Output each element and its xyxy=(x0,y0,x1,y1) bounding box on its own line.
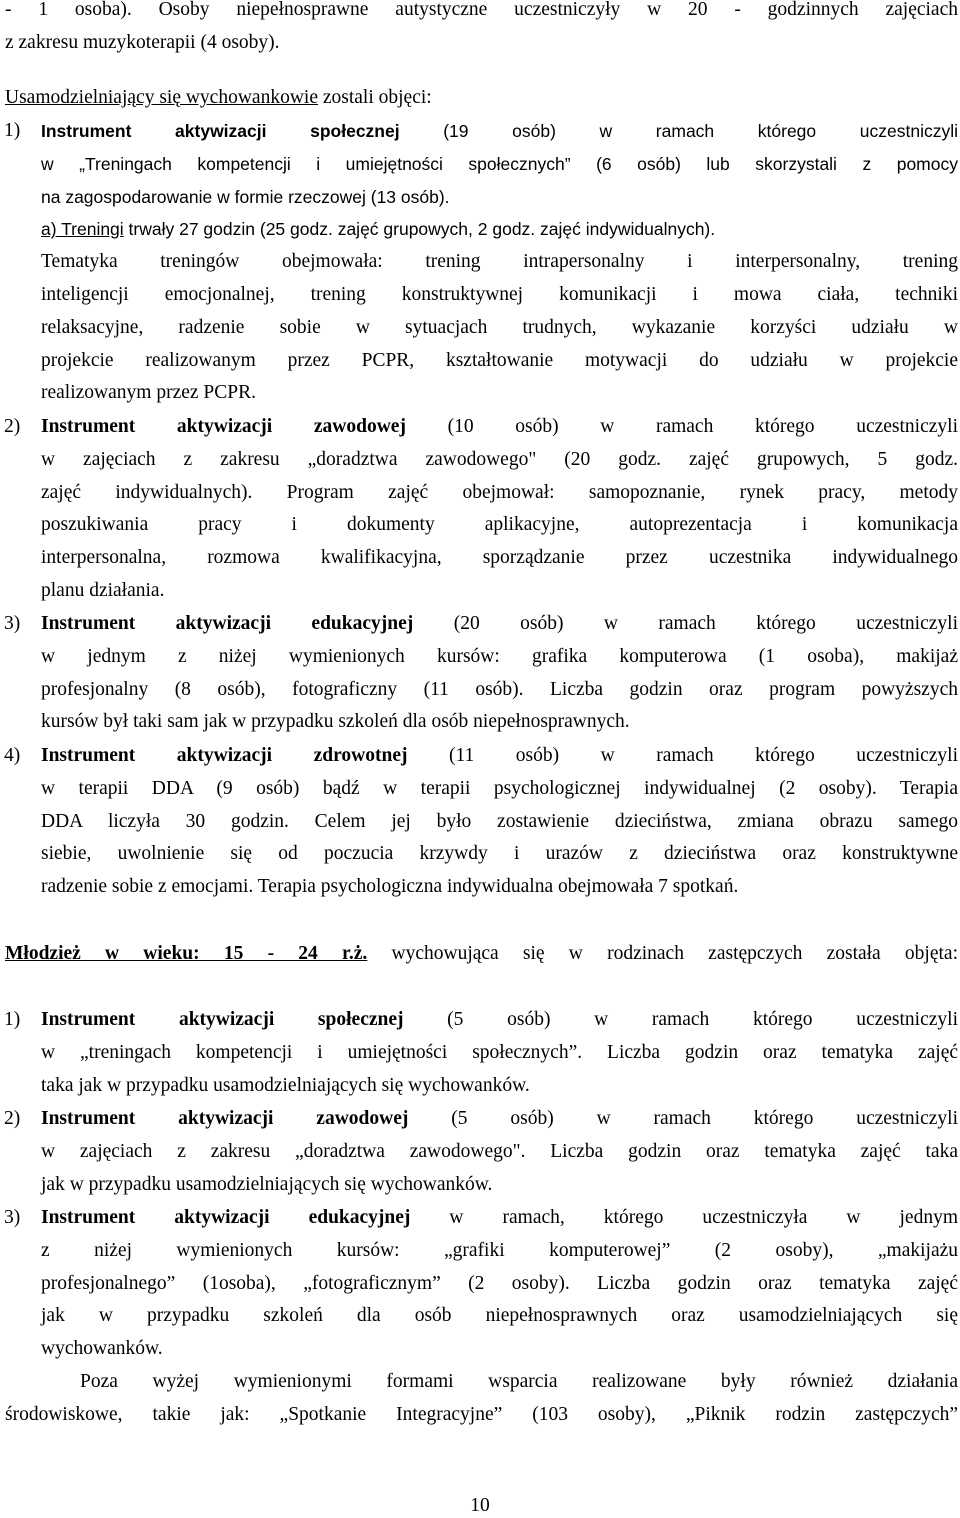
item-text: trwały 27 godzin (25 godz. zajęć grupowych, 2 godz. zajęć indywidualnych). xyxy=(123,219,716,240)
intro-line: z zakresu muzykoterapii (4 osoby). xyxy=(5,31,280,53)
item-text: projekcie realizowanym przez PCPR, kształtowanie motywacji do udziału w projekcie xyxy=(41,349,958,371)
section-heading-mlodziez xyxy=(0,938,958,971)
list-number: 1) xyxy=(4,120,21,141)
intro-paragraph xyxy=(0,0,958,60)
list-number: 2) xyxy=(4,416,21,437)
list-item xyxy=(0,1004,958,1102)
section-heading-rest: wychowująca się w rodzinach zastępczych została objęta: xyxy=(367,943,958,964)
item-text: interpersonalna, rozmowa kwalifikacyjna, sporządzanie przez uczestnika indywidualnego xyxy=(41,547,958,569)
item-text: jak w przypadku usamodzielniających się wychowanków. xyxy=(41,1173,493,1195)
list-number: 4) xyxy=(4,745,21,766)
item-text: radzenie sobie z emocjami. Terapia psychologiczna indywidualna obejmowała 7 spotkań. xyxy=(41,876,739,898)
item-text: w „treningach kompetencji i umiejętności społecznych”. Liczba godzin oraz tematyka zajęć xyxy=(41,1041,958,1063)
item-text: DDA liczyła 30 godzin. Celem jej było zostawienie dzieciństwa, zmiana obrazu samego xyxy=(41,810,958,832)
item-text: (20 osób) w ramach którego uczestniczyli xyxy=(413,613,958,634)
section-heading-rest: zostali objęci: xyxy=(317,87,432,108)
instrument-name: Instrument aktywizacji zawodowej xyxy=(41,416,406,437)
item-text: zajęć indywidualnych). Program zajęć obejmował: samopoznanie, rynek pracy, metody xyxy=(41,481,958,503)
item-text: Tematyka treningów obejmowała: trening intrapersonalny i interpersonalny, trening xyxy=(41,251,958,273)
list-item xyxy=(0,608,958,739)
item-text: w jednym z niżej wymienionych kursów: grafika komputerowa (1 osoba), makijaż xyxy=(41,645,958,667)
list-item xyxy=(0,1202,958,1366)
subitem-label: a) Treningi xyxy=(41,219,124,240)
paragraph-line: Poza wyżej wymienionymi formami wsparcia realizowane były również działania xyxy=(80,1371,958,1392)
item-text: poszukiwania pracy i dokumenty aplikacyjne, autoprezentacja i komunikacja xyxy=(41,514,958,536)
instrument-name: Instrument aktywizacji społecznej xyxy=(41,1009,404,1030)
item-text: relaksacyjne, radzenie sobie w sytuacjach trudnych, wykazanie korzyści udziału w xyxy=(41,316,958,338)
item-text: profesjonalnego” (1osoba), „fotograficznym” (2 osoby). Liczba godzin oraz tematyka zajęć xyxy=(41,1272,958,1294)
page-number: 10 xyxy=(470,1495,490,1516)
item-text: w terapii DDA (9 osób) bądź w terapii psychologicznej indywidualnej (2 osoby). Terapia xyxy=(41,777,958,799)
item-text: w zajęciach z zakresu „doradztwa zawodowego" (20 godz. zajęć grupowych, 5 godz. xyxy=(41,448,958,470)
item-text: (5 osób) w ramach którego uczestniczyli xyxy=(403,1009,958,1030)
instrument-name: Instrument aktywizacji edukacyjnej xyxy=(41,1207,411,1228)
item-text: kursów był taki sam jak w przypadku szkoleń dla osób niepełnosprawnych. xyxy=(41,711,630,733)
list-item xyxy=(0,1103,958,1201)
item-text: (5 osób) w ramach którego uczestniczyli xyxy=(408,1108,958,1129)
item-text: na zagospodarowanie w formie rzeczowej (13 osób). xyxy=(41,186,450,207)
item-text: w „Treningach kompetencji i umiejętności społecznych” (6 osób) lub skorzystali z pomocy xyxy=(41,153,958,174)
item-text: wychowanków. xyxy=(41,1338,163,1360)
intro-line: - 1 osoba). Osoby niepełnosprawne autystyczne uczestniczyły w 20 - godzinnych zajęciach xyxy=(5,0,958,20)
list-number: 3) xyxy=(4,1207,21,1228)
paragraph-line: środowiskowe, takie jak: „Spotkanie Integracyjne” (103 osoby), „Piknik rodzin zastępczych” xyxy=(5,1403,958,1425)
item-text: (10 osób) w ramach którego uczestniczyli xyxy=(405,416,958,437)
list-number: 3) xyxy=(4,613,21,634)
item-text: w zajęciach z zakresu „doradztwa zawodowego". Liczba godzin oraz tematyka zajęć taka xyxy=(41,1140,958,1162)
section-heading-wychowankowie xyxy=(0,82,958,115)
list-item xyxy=(0,740,958,904)
list-number: 1) xyxy=(4,1009,21,1030)
item-text: siebie, uwolnienie się od poczucia krzywdy i urazów z dzieciństwa oraz konstruktywne xyxy=(41,843,958,865)
item-text: (19 osób) w ramach którego uczestniczyli xyxy=(399,121,959,141)
item-text: w ramach, którego uczestniczyła w jednym xyxy=(410,1207,958,1228)
item-text: planu działania. xyxy=(41,579,165,601)
instrument-name: Instrument aktywizacji zdrowotnej xyxy=(41,745,408,766)
item-text: (11 osób) w ramach którego uczestniczyli xyxy=(407,745,959,766)
item-text: z niżej wymienionych kursów: „grafiki komputerowej” (2 osoby), „makijażu xyxy=(41,1239,958,1261)
item-text: realizowanym przez PCPR. xyxy=(41,382,256,404)
item-text: jak w przypadku szkoleń dla osób niepełnosprawnych oraz usamodzielniających się xyxy=(41,1305,958,1327)
section-heading-label: Usamodzielniający się wychowankowie xyxy=(5,87,318,108)
list-number: 2) xyxy=(4,1108,21,1129)
list-item xyxy=(0,115,958,410)
section-heading-label: Młodzież w wieku: 15 - 24 r.ż. xyxy=(5,943,368,964)
instrument-name: Instrument aktywizacji edukacyjnej xyxy=(41,613,414,634)
item-text: inteligencji emocjonalnej, trening konstruktywnej komunikacji i mowa ciała, techniki xyxy=(41,283,958,305)
item-text: taka jak w przypadku usamodzielniających się wychowanków. xyxy=(41,1074,530,1096)
item-text: profesjonalny (8 osób), fotograficzny (11 osób). Liczba godzin oraz program powyższych xyxy=(41,678,958,700)
instrument-name: Instrument aktywizacji zawodowej xyxy=(41,1108,409,1129)
instrument-name: Instrument aktywizacji społecznej xyxy=(41,121,400,141)
closing-paragraph xyxy=(0,1366,958,1432)
list-item xyxy=(0,411,958,608)
